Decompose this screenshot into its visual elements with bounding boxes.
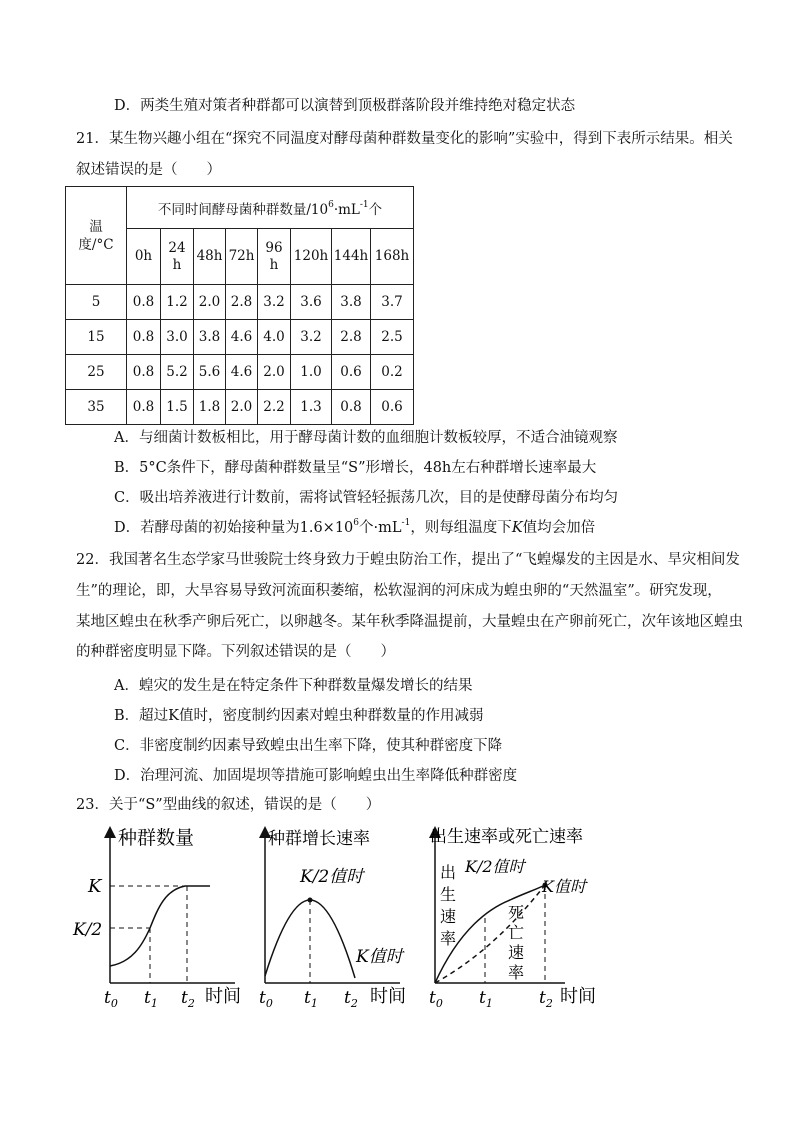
table-row (66, 390, 414, 425)
table-cell: 2.8 (226, 285, 258, 320)
table-cell: 1.5 (161, 390, 194, 425)
table-row (66, 285, 414, 320)
svg-text:t2: $t_2$ (344, 988, 358, 1010)
table-cell: 2.5 (371, 320, 414, 355)
q22-line3: 某地区蝗虫在秋季产卵后死亡，以卵越冬。某年秋季降温提前，大量蝗虫在产卵前死亡，次年该地区蝗虫 (76, 614, 743, 630)
growth-rate-figure (259, 829, 406, 1010)
previous-option-d: D．两类生殖对策者种群都可以演替到顶极群落阶段并维持绝对稳定状态 (114, 98, 576, 114)
q21-option-a: A．与细菌计数板相比，用于酵母菌计数的血细胞计数板较厚，不适合油镜观察 (114, 430, 618, 446)
svg-text:速: 速 (508, 943, 525, 962)
fig1-k-label: K (88, 876, 102, 897)
q21-stem-line2: 叙述错误的是（ ） (76, 162, 221, 178)
table-cell-temperature: 15 (66, 320, 127, 355)
table-column-header: 168h (371, 229, 414, 285)
table-column-header: 72h (226, 229, 258, 285)
q22-option-a: A．蝗灾的发生是在特定条件下种群数量爆发增长的结果 (114, 678, 473, 694)
table-cell: 5.2 (161, 355, 194, 390)
table-cell-temperature: 5 (66, 285, 127, 320)
yeast-population-table (65, 186, 414, 425)
table-cell: 0.6 (332, 355, 371, 390)
table-cell: 3.6 (291, 285, 332, 320)
q22-line2: 生”的理论，即，大旱容易导致河流面积萎缩，松软湿润的河床成为蝗虫卵的“天然温室”。研究发现， (76, 583, 722, 599)
svg-text:t1: $t_1$ (144, 988, 158, 1010)
table-cell: 3.7 (371, 285, 414, 320)
table-cell: 2.0 (258, 355, 291, 390)
table-cell: 0.8 (127, 320, 161, 355)
q21-option-b: B．5°C条件下，酵母菌种群数量呈“S”形增长，48h左右种群增长速率最大 (114, 460, 597, 476)
fig3-ylabel: 出生速率或死亡速率 (430, 827, 583, 847)
s-curve-figures (60, 818, 620, 1018)
q21-option-c: C．吸出培养液进行计数前，需将试管轻轻振荡几次，目的是使酵母菌分布均匀 (114, 490, 619, 506)
table-cell: 1.3 (291, 390, 332, 425)
table-cell: 4.6 (226, 320, 258, 355)
table-cell: 1.2 (161, 285, 194, 320)
table-column-header: 120h (291, 229, 332, 285)
table-cell: 3.8 (194, 320, 226, 355)
table-cell: 3.8 (332, 285, 371, 320)
q22-line1: 22．我国著名生态学家马世骏院士终身致力于蝗虫防治工作，提出了“飞蝗爆发的主因是水、旱灾相间发 (76, 552, 740, 568)
table-cell: 0.6 (371, 390, 414, 425)
fig2-end-label: K值时 (356, 947, 403, 967)
svg-text:死: 死 (508, 903, 525, 922)
table-cell: 3.2 (291, 320, 332, 355)
table-row (66, 320, 414, 355)
table-cell: 2.8 (332, 320, 371, 355)
svg-text:率: 率 (440, 929, 457, 948)
q21-stem-line1: 21．某生物兴趣小组在“探究不同温度对酵母菌种群数量变化的影响”实验中，得到下表所示结果。相关 (76, 131, 733, 147)
q22-option-d: D．治理河流、加固堤坝等措施可影响蝗虫出生率降低种群密度 (114, 768, 518, 784)
fig3-xlabel: 时间 (560, 986, 596, 1007)
q23-stem: 23．关于“S”型曲线的叙述，错误的是（ ） (76, 797, 381, 813)
svg-text:t1: $t_1$ (479, 988, 493, 1010)
fig3-cross2-label: K值时 (542, 877, 586, 896)
table-column-header: 24 h (161, 229, 194, 285)
fig2-ylabel: 种群增长速率 (268, 829, 370, 849)
svg-text:t2: $t_2$ (181, 988, 195, 1010)
table-cell: 2.0 (226, 390, 258, 425)
svg-text:t0: $t_0$ (259, 988, 273, 1010)
q21-option-d: D．若酵母菌的初始接种量为$1.6\times 10^6$个$\cdot mL^{-1}$，则每组温度下K值均会加倍 (114, 518, 596, 536)
table-row (66, 355, 414, 390)
table-column-header: 0h (127, 229, 161, 285)
table-row-header: 温 度/°C (66, 187, 127, 285)
table-cell: 0.8 (127, 355, 161, 390)
table-cell: 2.2 (258, 390, 291, 425)
population-size-figure (72, 827, 241, 1010)
svg-text:t2: $t_2$ (539, 988, 553, 1010)
svg-text:出: 出 (440, 863, 457, 882)
fig2-peak-label: K/2值时 (300, 867, 364, 887)
svg-text:率: 率 (508, 963, 525, 982)
fig2-xlabel: 时间 (370, 986, 406, 1007)
table-column-header: 96 h (258, 229, 291, 285)
table-cell: 0.8 (127, 390, 161, 425)
table-cell: 4.6 (226, 355, 258, 390)
svg-text:亡: 亡 (508, 923, 525, 942)
table-cell: 2.0 (194, 285, 226, 320)
fig1-ylabel: 种群数量 (118, 827, 195, 849)
table-cell: 3.0 (161, 320, 194, 355)
table-cell-temperature: 35 (66, 390, 127, 425)
svg-text:生: 生 (440, 885, 457, 904)
q22-option-c: C．非密度制约因素导致蝗虫出生率下降，使其种群密度下降 (114, 738, 503, 754)
table-cell: 1.8 (194, 390, 226, 425)
table-cell: 4.0 (258, 320, 291, 355)
svg-text:速: 速 (440, 907, 457, 926)
table-cell: 3.2 (258, 285, 291, 320)
table-cell: 5.6 (194, 355, 226, 390)
svg-text:t0: $t_0$ (104, 988, 118, 1010)
svg-text:t1: $t_1$ (304, 988, 318, 1010)
table-cell-temperature: 25 (66, 355, 127, 390)
fig1-xlabel: 时间 (205, 986, 241, 1007)
table-column-group-header: 不同时间酵母菌种群数量$/10^6\cdot mL^{-1}$个 (127, 187, 414, 229)
fig3-cross1-label: K/2值时 (465, 857, 525, 876)
table-cell: 0.2 (371, 355, 414, 390)
table-cell: 0.8 (332, 390, 371, 425)
svg-text:t0: $t_0$ (429, 988, 443, 1010)
table-cell: 1.0 (291, 355, 332, 390)
fig1-khalf-label: K/2 (73, 920, 103, 940)
birth-death-rate-figure (429, 827, 596, 1010)
q22-line4: 的种群密度明显下降。下列叙述错误的是（ ） (76, 644, 395, 660)
table-cell: 0.8 (127, 285, 161, 320)
table-column-header: 48h (194, 229, 226, 285)
q22-option-b: B．超过K值时，密度制约因素对蝗虫种群数量的作用减弱 (114, 708, 484, 724)
table-column-header: 144h (332, 229, 371, 285)
